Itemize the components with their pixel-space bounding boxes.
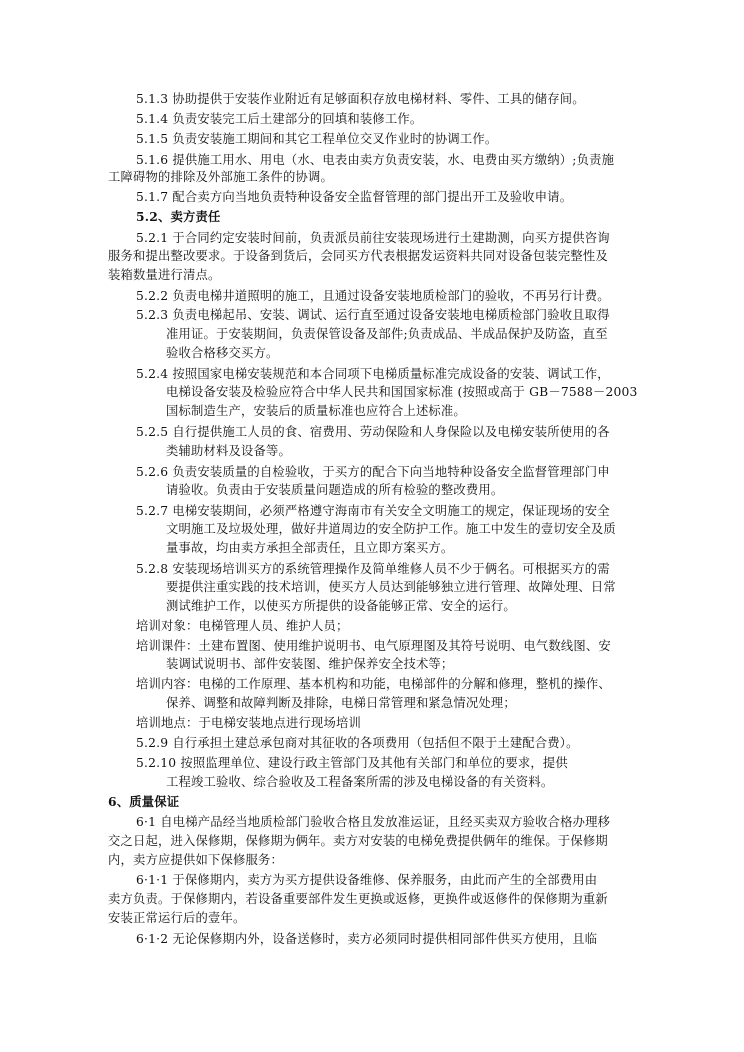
clause-5-1-5: 5.1.5 负责安装施工期间和其它工程单位交叉作业时的协调工作。 [136, 132, 498, 146]
training-target: 培训对象：电梯管理人员、维护人员； [136, 619, 349, 633]
clause-5-2-8: 5.2.8 安装现场培训买方的系统管理操作及简单维修人员不少于俩名。可根据买方的需 [136, 562, 610, 576]
clause-6-1-cont-2: 内，卖方应提供如下保修服务： [108, 853, 283, 867]
clause-5-2-8-cont-2: 测试维护工作，以使买方所提供的设备能够正常、安全的运行。 [166, 599, 516, 613]
clause-6-1-2: 6·1·2 无论保修期内外，设备送修时，卖方必须同时提供相同部件供买方使用，且临 [136, 932, 598, 946]
clause-5-2-6-cont: 请验收。负责由于安装质量问题造成的所有检验的整改费用。 [166, 483, 504, 497]
clause-5-2-7-cont-2: 量事故，均由卖方承担全部责任，且立即方案买方。 [166, 541, 454, 555]
clause-5-1-6: 5.1.6 提供施工用水、用电（水、电表由卖方负责安装，水、电费由买方缴纳）;负责施 [136, 153, 615, 167]
clause-5-2-3: 5.2.3 负责电梯起吊、安装、调试、运行直至通过设备安装地电梯质检部门验收且取得 [136, 308, 610, 322]
training-courseware: 培训课件：土建布置图、使用维护说明书、电气原理图及其符号说明、电气数线图、安 [136, 639, 611, 653]
training-courseware-cont: 装调试说明书、部件安装图、维护保养安全技术等； [166, 657, 454, 671]
clause-5-2-2: 5.2.2 负责电梯井道照明的施工，且通过设备安装地质检部门的验收，不再另行计费。 [136, 289, 610, 303]
clause-5-2-4: 5.2.4 按照国家电梯安装规范和本合同项下电梯质量标准完成设备的安装、调试工作， [136, 367, 610, 381]
clause-6-1: 6·1 自电梯产品经当地质检部门验收合格且发放准运证，且经买卖双方验收合格办理移 [136, 815, 611, 829]
clause-5-1-7: 5.1.7 配合卖方向当地负责特种设备安全监督管理的部门提出开工及验收申请。 [136, 190, 573, 204]
clause-5-2-3-cont-2: 验收合格移交买方。 [166, 346, 279, 360]
clause-5-2-5: 5.2.5 自行提供施工人员的食、宿费用、劳动保险和人身保险以及电梯安装所使用的各 [136, 425, 610, 439]
clause-5-2-1-cont-1: 服务和提出整改要求。于设备到货后，会同买方代表根据发运资料共同对设备包装完整性及 [108, 249, 608, 263]
training-location: 培训地点：于电梯安装地点进行现场培训 [136, 716, 361, 730]
clause-5-2-4-cont-2: 国标制造生产，安装后的质量标准也应符合上述标准。 [166, 404, 466, 418]
clause-5-2-1: 5.2.1 于合同约定安装时间前，负责派员前往安装现场进行土建勘测，向买方提供咨询 [136, 231, 610, 245]
clause-5-2-3-cont-1: 准用证。于安装期间，负责保管设备及部件;负责成品、半成品保护及防盗，直至 [166, 327, 608, 341]
clause-5-2-7: 5.2.7 电梯安装期间，必须严格遵守海南市有关安全文明施工的规定，保证现场的安全 [136, 504, 610, 518]
training-content-cont: 保养、调整和故障判断及排除，电梯日常管理和紧急情况处理； [166, 696, 516, 710]
clause-6-1-1-cont-1: 卖方负责。于保修期内，若设备重要部件发生更换或返修，更换件或返修件的保修期为重新 [108, 892, 608, 906]
clause-5-2-1-cont-2: 装箱数量进行清点。 [108, 268, 221, 282]
clause-6-1-1-cont-2: 安装正常运行后的壹年。 [108, 911, 246, 925]
clause-5-1-6-cont: 工障碍物的排除及外部施工条件的协调。 [108, 170, 333, 184]
clause-5-2-10: 5.2.10 按照监理单位、建设行政主管部门及其他有关部门和单位的要求，提供 [136, 756, 568, 770]
clause-5-1-3: 5.1.3 协助提供于安装作业附近有足够面积存放电梯材料、零件、工具的储存间。 [136, 92, 585, 106]
clause-5-2-5-cont: 类辅助材料及设备等。 [166, 444, 291, 458]
training-content: 培训内容：电梯的工作原理、基本机构和功能，电梯部件的分解和修理，整机的操作、 [136, 677, 611, 691]
section-6-heading: 6、质量保证 [108, 794, 180, 809]
clause-5-1-4: 5.1.4 负责安装完工后土建部分的回填和装修工作。 [136, 112, 423, 126]
clause-6-1-cont-1: 交之日起，进入保修期，保修期为俩年。卖方对安装的电梯免费提供俩年的维保。于保修期 [108, 834, 608, 848]
clause-5-2-6: 5.2.6 负责安装质量的自检验收，于买方的配合下向当地特种设备安全监督管理部门申 [136, 465, 610, 479]
clause-5-2-8-cont-1: 要提供注重实践的技术培训，使买方人员达到能够独立进行管理、故障处理、日常 [166, 580, 616, 594]
section-5-2-heading: 5.2、卖方责任 [136, 209, 221, 224]
clause-5-2-7-cont-1: 文明施工及垃圾处理，做好井道周边的安全防护工作。施工中发生的壹切安全及质 [166, 522, 616, 536]
clause-5-2-10-cont: 工程竣工验收、综合验收及工程备案所需的涉及电梯设备的有关资料。 [166, 775, 554, 789]
clause-6-1-1: 6·1·1 于保修期内，卖方为买方提供设备维修、保养服务，由此而产生的全部费用由 [136, 873, 598, 887]
clause-5-2-4-cont-1: 电梯设备安装及检验应符合中华人民共和国国家标准 (按照或高于 GB－7588－2003 [166, 385, 638, 399]
clause-5-2-9: 5.2.9 自行承担土建总承包商对其征收的各项费用（包括但不限于土建配合费）。 [136, 736, 579, 750]
